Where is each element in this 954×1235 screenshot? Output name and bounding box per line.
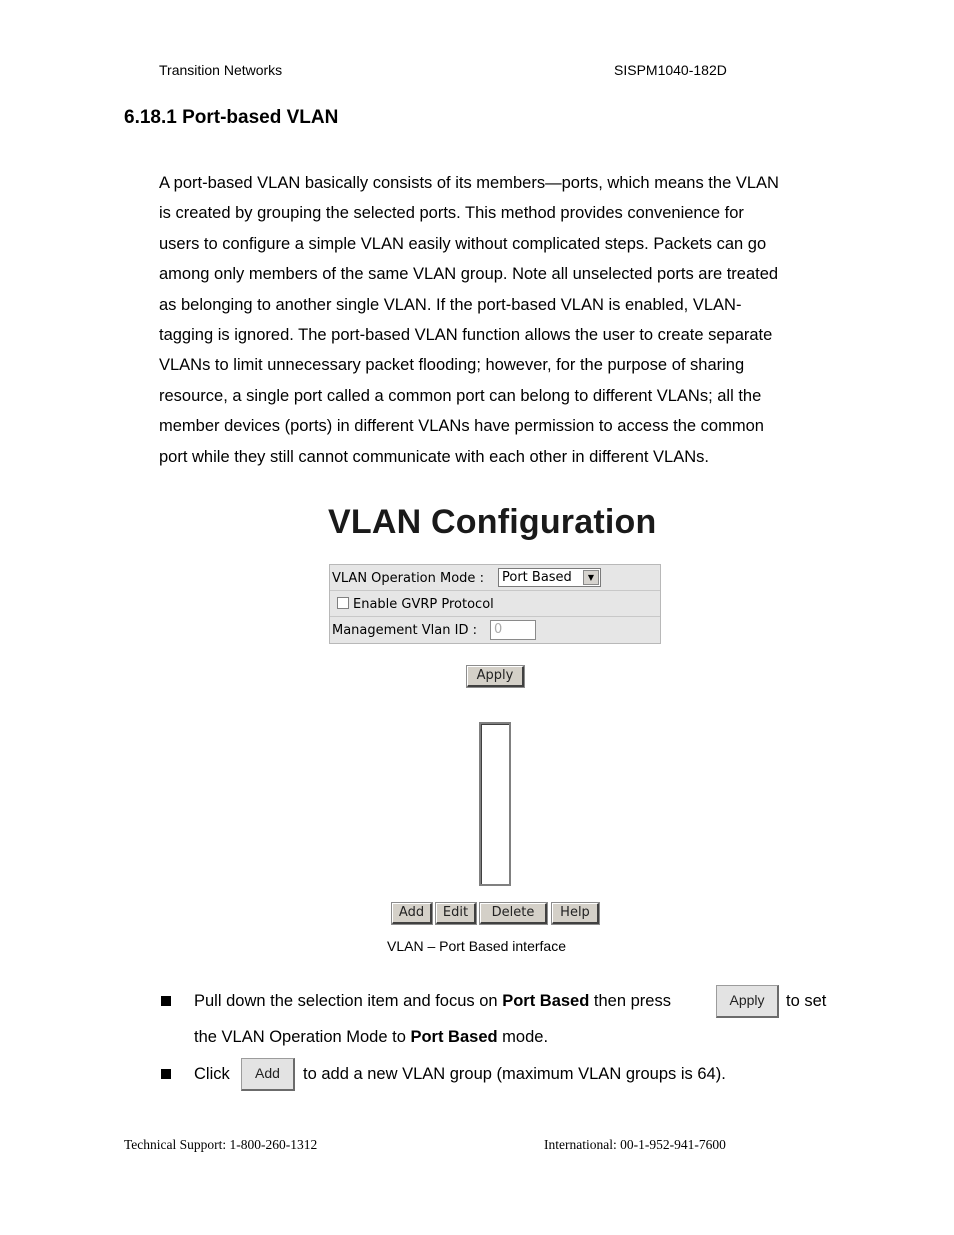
paragraph-line: VLANs to limit unnecessary packet flooding; however, for the purpose of sharing (159, 356, 745, 375)
vlan-config-title: VLAN Configuration (328, 503, 657, 541)
bullet-square-icon (161, 996, 171, 1006)
inline-add-button[interactable]: Add (241, 1058, 295, 1091)
operation-mode-select[interactable] (498, 568, 601, 587)
bullet-1-text (194, 992, 671, 1011)
mgmt-vlan-label: Management Vlan ID : (332, 623, 477, 638)
bullet-1-line2-pre: the VLAN Operation Mode to (194, 1028, 406, 1046)
bullet-1-line2-bold: Port Based (410, 1028, 498, 1046)
paragraph-line: as belonging to another single VLAN. If the port-based VLAN is enabled, VLAN- (159, 295, 742, 314)
gvrp-checkbox[interactable] (337, 597, 349, 609)
bullet-2-post: to add a new VLAN group (maximum VLAN groups is 64). (303, 1065, 726, 1083)
paragraph-line: among only members of the same VLAN group. Note all unselected ports are treated (159, 265, 779, 284)
paragraph-line: A port-based VLAN basically consists of its members—ports, which means the VLAN (159, 174, 779, 192)
footer-right: International: 00-1-952-941-7600 (544, 1137, 726, 1152)
bullet-2-pre: Click (194, 1065, 230, 1083)
mgmt-vlan-row (330, 617, 660, 642)
section-title: 6.18.1 Port-based VLAN (124, 107, 339, 128)
body-paragraph (159, 168, 830, 472)
paragraph-line: resource, a single port called a common port can belong to different VLANs; all the (159, 386, 762, 405)
paragraph-line: member devices (ports) in different VLANs have permission to access the common (159, 417, 764, 436)
help-button[interactable]: Help (552, 903, 599, 924)
inline-apply-button[interactable]: Apply (716, 985, 779, 1018)
header-left: Transition Networks (159, 62, 283, 78)
edit-button[interactable]: Edit (436, 903, 476, 924)
bullet-square-icon (161, 1069, 171, 1079)
operation-mode-label: VLAN Operation Mode : (332, 571, 484, 586)
bullet-1-bold: Port Based (502, 992, 590, 1010)
paragraph-line: tagging is ignored. The port-based VLAN function allows the user to create separate (159, 326, 773, 345)
add-button[interactable]: Add (392, 903, 432, 924)
gvrp-row (330, 591, 660, 617)
vlan-config-table (329, 564, 661, 644)
footer-left: Technical Support: 1-800-260-1312 (124, 1137, 318, 1152)
apply-button[interactable]: Apply (467, 666, 524, 687)
bullet-1-mid: then press (593, 992, 671, 1010)
bullet-1-post: to set (786, 992, 827, 1010)
bullet-1-line2 (194, 1028, 548, 1047)
bullet-1-pre: Pull down the selection item and focus on (194, 992, 498, 1010)
paragraph-line: is created by grouping the selected ports. This method provides convenience for (159, 204, 744, 223)
gvrp-label: Enable GVRP Protocol (353, 597, 494, 612)
chevron-down-icon[interactable]: ▼ (583, 570, 599, 585)
paragraph-line: users to configure a simple VLAN easily without complicated steps. Packets can go (159, 234, 767, 253)
paragraph-line: port while they still cannot communicate with each other in different VLANs. (159, 447, 709, 466)
mgmt-vlan-input[interactable] (490, 620, 536, 640)
operation-mode-value: Port Based (502, 570, 572, 585)
figure-caption: VLAN – Port Based interface (387, 938, 566, 954)
operation-mode-row (330, 565, 660, 591)
mgmt-vlan-value: 0 (494, 622, 503, 637)
header-right: SISPM1040-182D (614, 62, 727, 78)
bullet-1-line2-post: mode. (502, 1028, 549, 1046)
delete-button[interactable]: Delete (480, 903, 547, 924)
vlan-list-box[interactable] (479, 722, 511, 886)
